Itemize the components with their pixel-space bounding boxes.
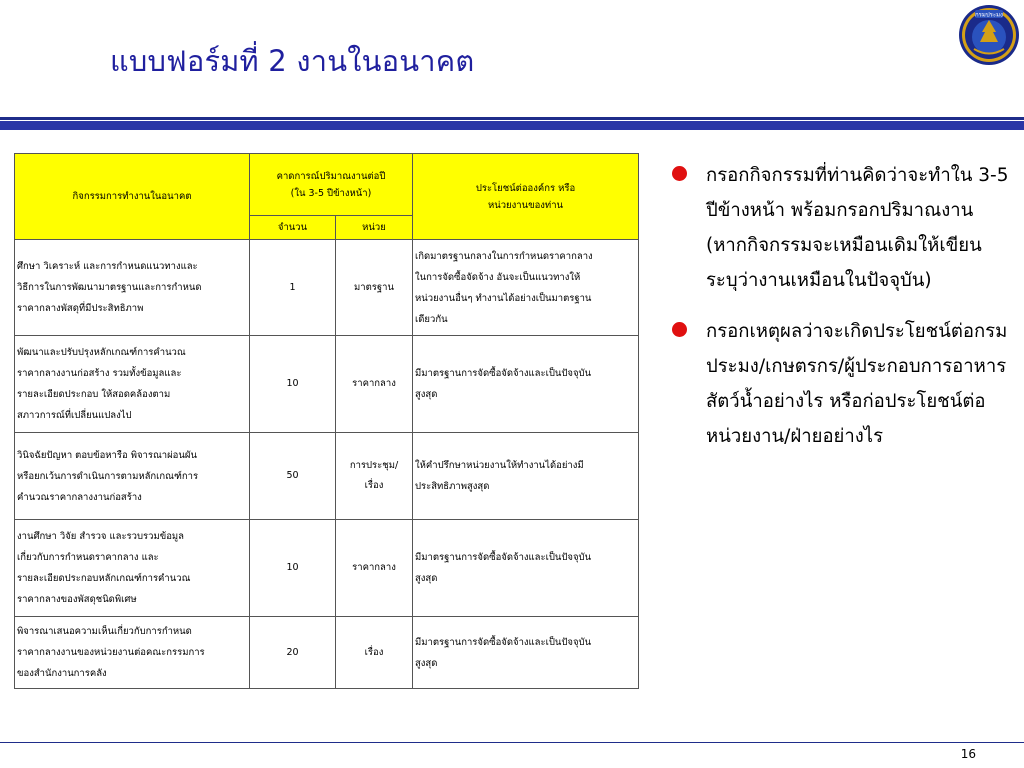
activity-cell: ศึกษา วิเคราะห์ และการกำหนดแนวทางและ วิธีการในการพัฒนามาตรฐานและการกำหนด ราคากลางพัสดุที่มีประสิทธิภาพ bbox=[15, 240, 250, 336]
unit-cell: การประชุม/ เรื่อง bbox=[336, 433, 413, 520]
quantity-cell: 20 bbox=[250, 617, 336, 689]
unit-cell: มาตรฐาน bbox=[336, 240, 413, 336]
header-benefit: ประโยชน์ต่อองค์กร หรือ หน่วยงานของท่าน bbox=[413, 154, 639, 240]
benefit-cell: ให้คำปรึกษาหน่วยงานให้ทำงานได้อย่างมี ประสิทธิภาพสูงสุด bbox=[413, 433, 639, 520]
activity-cell: งานศึกษา วิจัย สำรวจ และรวบรวมข้อมูล เกี่ยวกับการกำหนดราคากลาง และ รายละเอียดประกอบหลักเกณฑ์การคำนวณ ราคากลางของพัสดุชนิดพิเศษ bbox=[15, 520, 250, 617]
unit-cell: ราคากลาง bbox=[336, 336, 413, 433]
activity-cell: วินิจฉัยปัญหา ตอบข้อหารือ พิจารณาผ่อนผัน หรือยกเว้นการดำเนินการตามหลักเกณฑ์การ คำนวณราคากลางงานก่อสร้าง bbox=[15, 433, 250, 520]
table-row bbox=[15, 520, 639, 617]
benefit-cell: มีมาตรฐานการจัดซื้อจัดจ้างและเป็นปัจจุบัน สูงสุด bbox=[413, 336, 639, 433]
table-row bbox=[15, 433, 639, 520]
table-row bbox=[15, 617, 639, 689]
quantity-cell: 50 bbox=[250, 433, 336, 520]
quantity-cell: 10 bbox=[250, 336, 336, 433]
header-rule bbox=[0, 117, 1024, 120]
benefit-cell: เกิดมาตรฐานกลางในการกำหนดราคากลาง ในการจัดซื้อจัดจ้าง อันจะเป็นแนวทางให้ หน่วยงานอื่นๆ ทำงานได้อย่างเป็นมาตรฐาน เดียวกัน bbox=[413, 240, 639, 336]
quantity-cell: 10 bbox=[250, 520, 336, 617]
slide-title: แบบฟอร์มที่ 2 งานในอนาคต bbox=[110, 44, 475, 78]
header-band bbox=[0, 121, 1024, 130]
header-unit: หน่วย bbox=[336, 216, 413, 240]
header-quantity: จำนวน bbox=[250, 216, 336, 240]
logo-text: กรมประมง bbox=[975, 11, 1003, 19]
header-forecast: คาดการณ์ปริมาณงานต่อปี (ใน 3-5 ปีข้างหน้า) bbox=[250, 154, 413, 216]
list-item bbox=[670, 158, 1010, 298]
header-activity: กิจกรรมการทำงานในอนาคต bbox=[15, 154, 250, 240]
instruction-list bbox=[670, 158, 1010, 470]
bullet-icon bbox=[672, 322, 687, 337]
footer-rule bbox=[0, 742, 1024, 743]
page-number: 16 bbox=[960, 747, 976, 761]
table-row bbox=[15, 336, 639, 433]
quantity-cell: 1 bbox=[250, 240, 336, 336]
instruction-text: กรอกกิจกรรมที่ท่านคิดว่าจะทำใน 3-5 ปีข้างหน้า พร้อมกรอกปริมาณงาน (หากกิจกรรมจะเหมือนเดิมให้เขียนระบุว่างานเหมือนในปัจจุบัน) bbox=[706, 165, 1009, 291]
activity-cell: พัฒนาและปรับปรุงหลักเกณฑ์การคำนวณ ราคากลางงานก่อสร้าง รวมทั้งข้อมูลและ รายละเอียดประกอบ ให้สอดคล้องตาม สภาวการณ์ที่เปลี่ยนแปลงไป bbox=[15, 336, 250, 433]
table-row bbox=[15, 240, 639, 336]
list-item bbox=[670, 314, 1010, 454]
instruction-text: กรอกเหตุผลว่าจะเกิดประโยชน์ต่อกรมประมง/เกษตรกร/ผู้ประกอบการอาหารสัตว์น้ำอย่างไร หรือก่อประโยชน์ต่อหน่วยงาน/ฝ่ายอย่างไร bbox=[706, 321, 1008, 447]
future-work-form-table bbox=[14, 153, 639, 689]
department-seal-icon bbox=[958, 4, 1020, 66]
activity-cell: พิจารณาเสนอความเห็นเกี่ยวกับการกำหนด ราคากลางงานของหน่วยงานต่อคณะกรรมการ ของสำนักงานการคลัง bbox=[15, 617, 250, 689]
unit-cell: เรื่อง bbox=[336, 617, 413, 689]
unit-cell: ราคากลาง bbox=[336, 520, 413, 617]
bullet-icon bbox=[672, 166, 687, 181]
benefit-cell: มีมาตรฐานการจัดซื้อจัดจ้างและเป็นปัจจุบัน สูงสุด bbox=[413, 617, 639, 689]
benefit-cell: มีมาตรฐานการจัดซื้อจัดจ้างและเป็นปัจจุบัน สูงสุด bbox=[413, 520, 639, 617]
